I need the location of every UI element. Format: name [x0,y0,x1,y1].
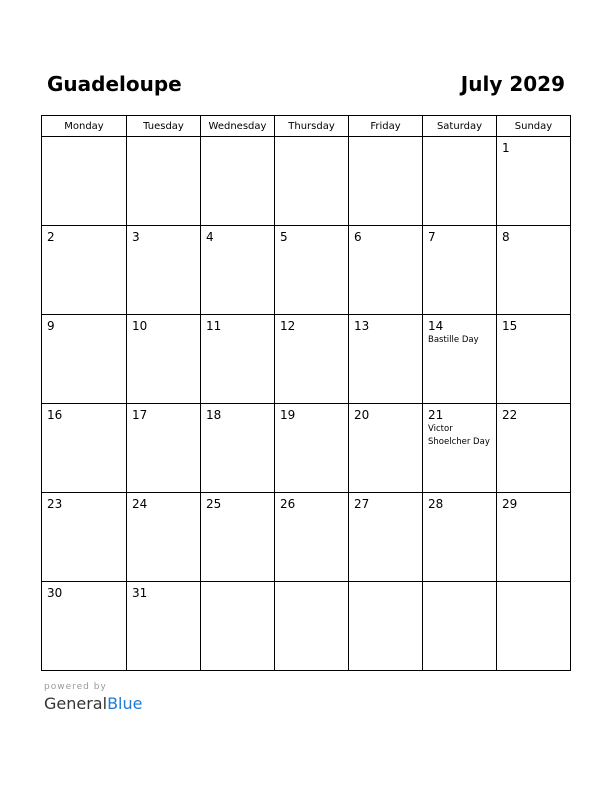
weekday-tuesday: Tuesday [127,116,201,137]
day-number: 11 [206,319,222,333]
day-number: 30 [47,586,63,600]
country-title: Guadeloupe [47,72,182,96]
day-number: 2 [47,230,55,244]
day-cell [201,404,275,493]
month-year-title: July 2029 [460,72,565,96]
weekday-saturday: Saturday [423,116,497,137]
day-number: 16 [47,408,63,422]
holiday-label: Bastille Day [428,335,479,345]
day-cell [497,226,571,315]
holiday-label: Victor Shoelcher Day [428,424,490,447]
brand-blue-text: Blue [107,694,143,713]
day-number: 6 [354,230,362,244]
empty-day-cell [349,137,423,226]
day-cell [42,226,127,315]
day-cell [42,404,127,493]
calendar-week-row [42,315,571,404]
day-cell [275,404,349,493]
day-number: 29 [502,497,518,511]
day-number: 10 [132,319,148,333]
weekday-monday: Monday [42,116,127,137]
powered-by-text: powered by [44,682,107,692]
day-number: 28 [428,497,444,511]
day-number: 21 [428,408,444,422]
day-cell [127,315,201,404]
calendar-week-row [42,137,571,226]
day-cell [423,226,497,315]
day-number: 1 [502,141,510,155]
day-cell [127,493,201,582]
day-number: 27 [354,497,370,511]
day-number: 25 [206,497,222,511]
day-cell [497,493,571,582]
day-number: 14 [428,319,444,333]
empty-day-cell [349,582,423,671]
weekday-wednesday: Wednesday [201,116,275,137]
day-cell [42,315,127,404]
day-number: 31 [132,586,148,600]
day-number: 8 [502,230,510,244]
calendar-week-row [42,582,571,671]
generalblue-logo [44,694,142,713]
month-calendar [41,115,571,673]
day-number: 17 [132,408,148,422]
day-cell [201,315,275,404]
day-number: 13 [354,319,370,333]
day-cell [497,137,571,226]
day-cell [349,226,423,315]
calendar-grid [41,115,571,671]
empty-day-cell [42,137,127,226]
empty-day-cell [201,137,275,226]
day-cell [127,226,201,315]
day-number: 19 [280,408,296,422]
day-number: 24 [132,497,148,511]
day-number: 26 [280,497,296,511]
day-number: 12 [280,319,296,333]
day-cell [349,404,423,493]
calendar-weeks [42,137,571,671]
weekday-sunday: Sunday [497,116,571,137]
day-cell [201,226,275,315]
day-cell [349,315,423,404]
day-cell [275,315,349,404]
day-number: 3 [132,230,140,244]
day-number: 15 [502,319,518,333]
weekday-thursday: Thursday [275,116,349,137]
day-cell [275,226,349,315]
footer [44,682,142,713]
day-cell [423,493,497,582]
day-number: 23 [47,497,63,511]
day-cell [275,493,349,582]
day-cell [423,404,497,493]
day-cell [42,582,127,671]
brand-general-text: General [44,694,108,713]
empty-day-cell [275,137,349,226]
empty-day-cell [275,582,349,671]
day-cell [423,315,497,404]
day-number: 7 [428,230,436,244]
day-number: 18 [206,408,222,422]
calendar-week-row [42,226,571,315]
day-cell [497,404,571,493]
day-cell [201,493,275,582]
day-number: 20 [354,408,370,422]
day-number: 4 [206,230,214,244]
empty-day-cell [127,137,201,226]
day-cell [127,404,201,493]
day-number: 9 [47,319,55,333]
day-number: 5 [280,230,288,244]
calendar-week-row [42,404,571,493]
empty-day-cell [423,582,497,671]
day-cell [349,493,423,582]
empty-day-cell [423,137,497,226]
empty-day-cell [497,582,571,671]
day-cell [127,582,201,671]
day-number: 22 [502,408,518,422]
day-cell [42,493,127,582]
empty-day-cell [201,582,275,671]
day-cell [497,315,571,404]
calendar-header [43,70,571,100]
weekday-friday: Friday [349,116,423,137]
calendar-week-row [42,493,571,582]
weekday-header-row [42,116,571,137]
